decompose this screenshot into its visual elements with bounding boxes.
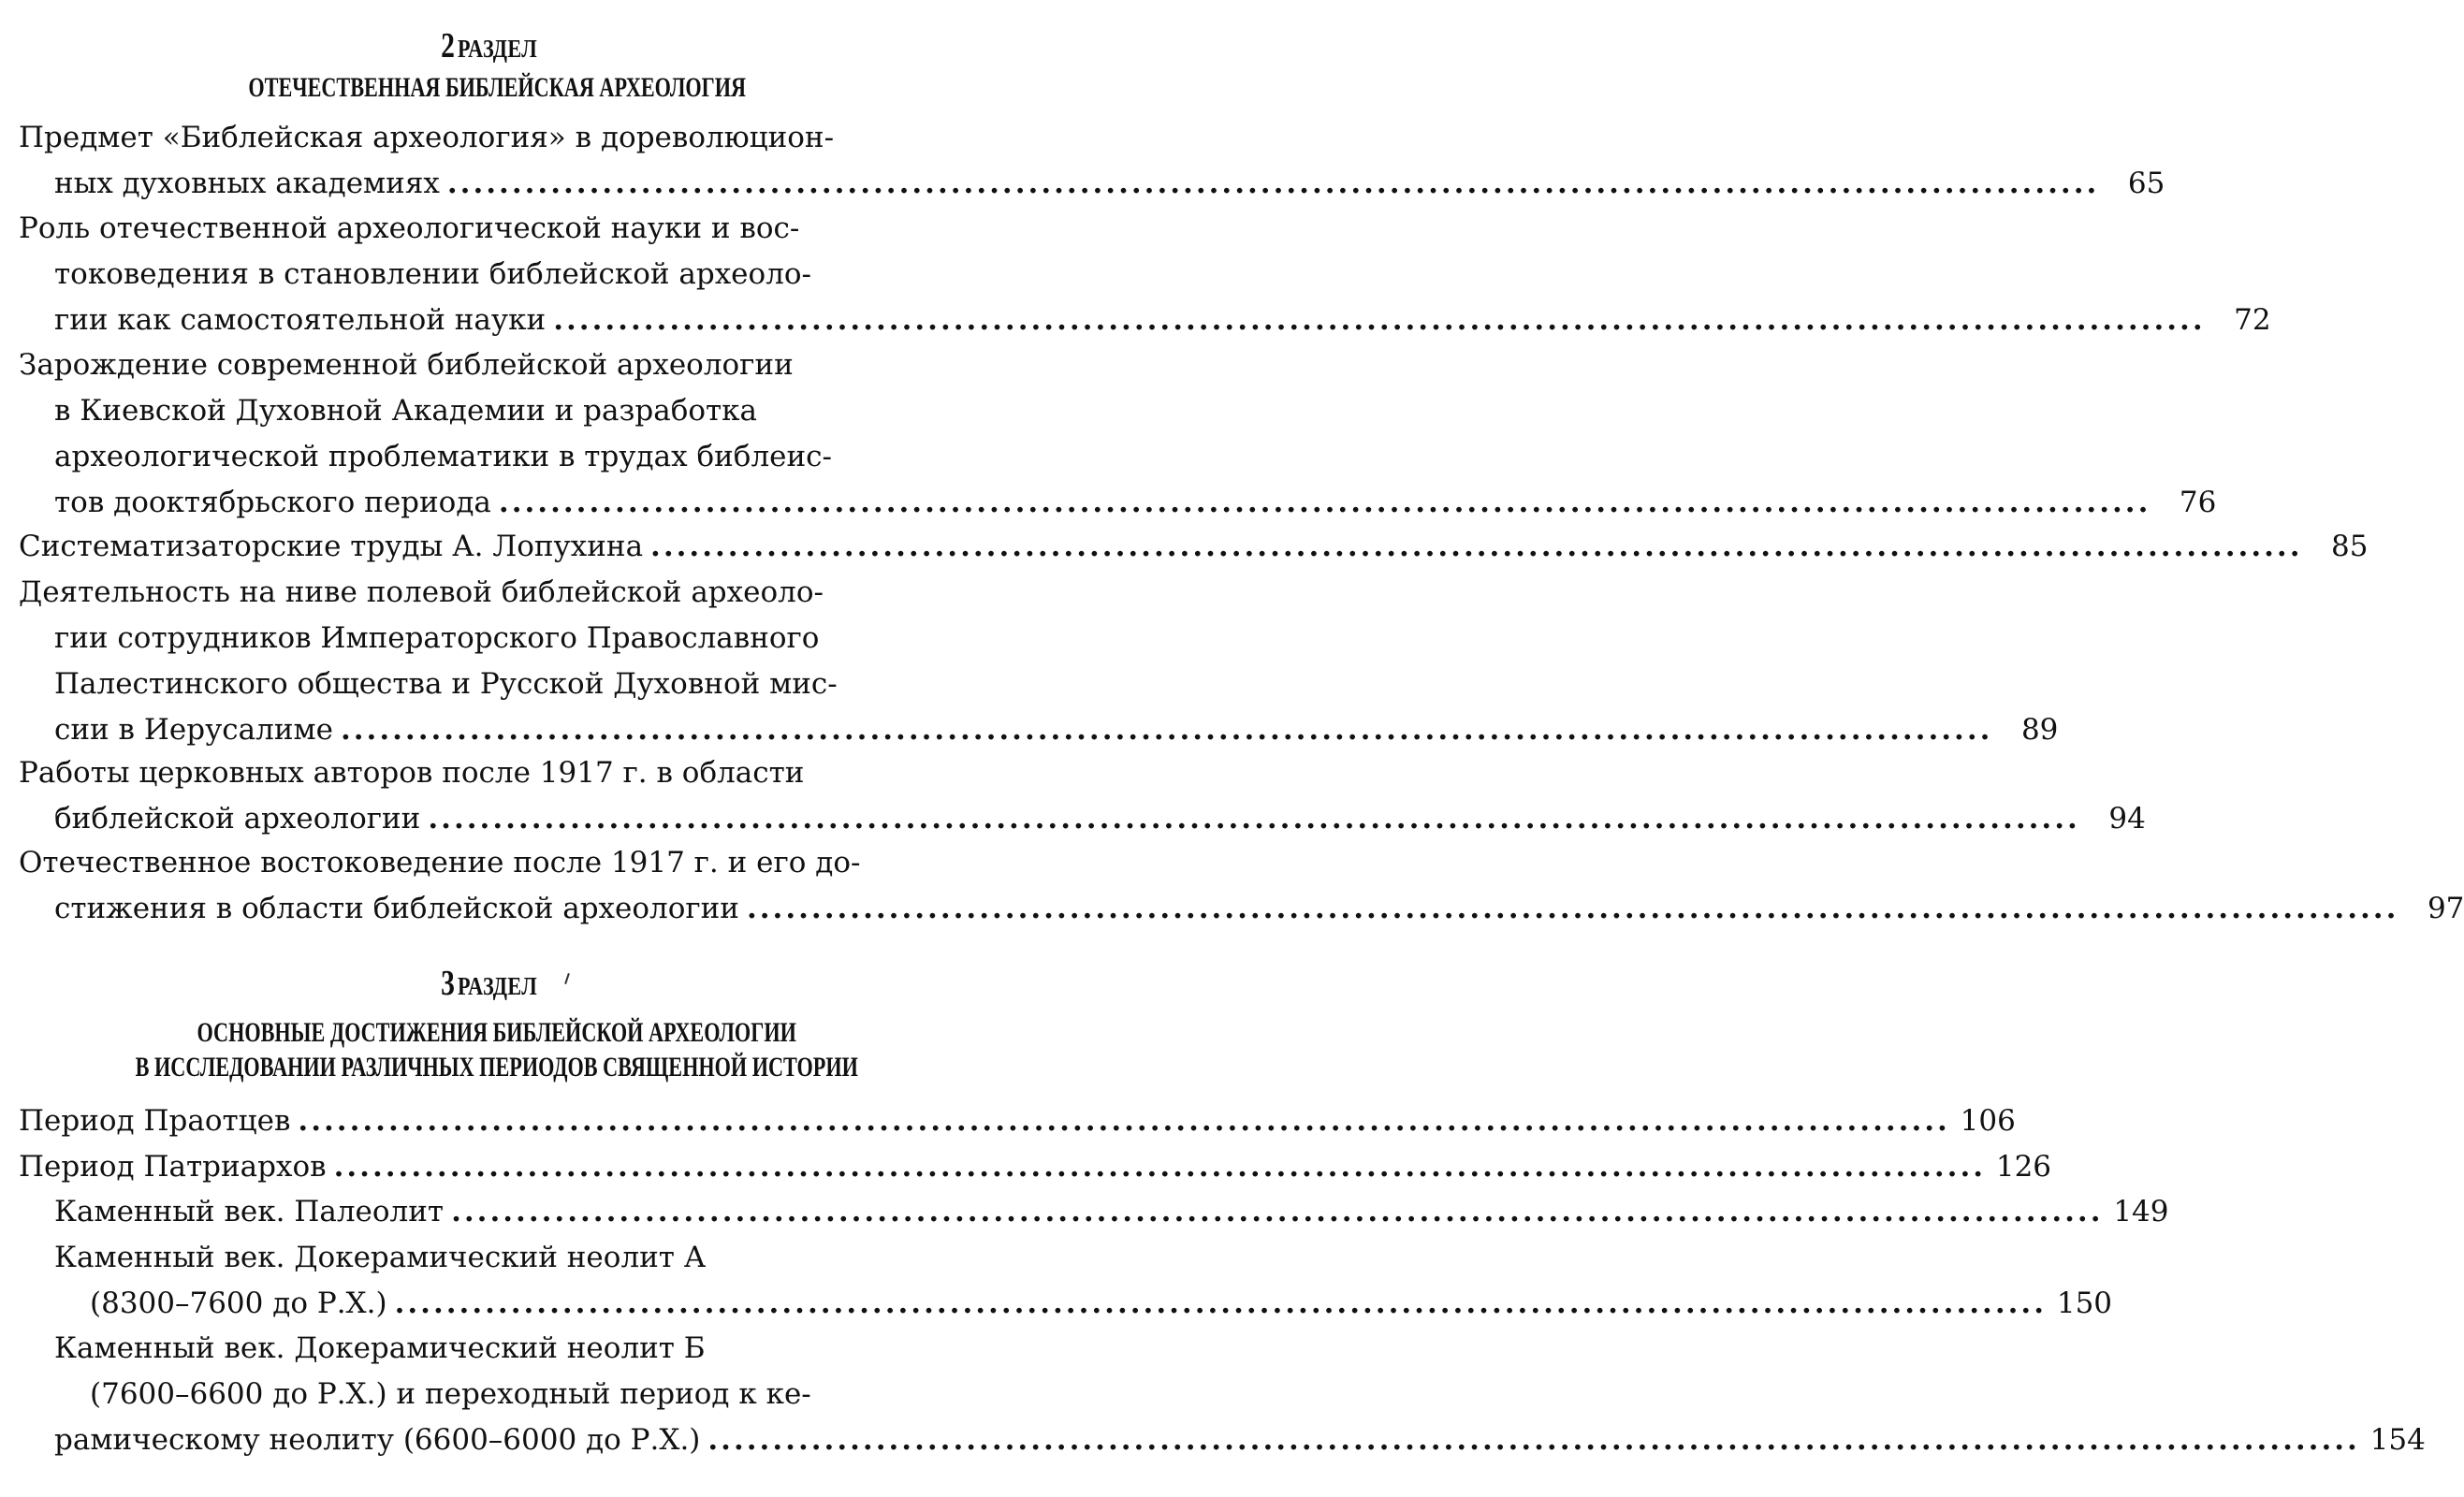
page-number: 85 (2331, 530, 2369, 563)
entry-line: токоведения в становлении библейской археоло- (54, 257, 812, 291)
toc-entry[interactable] (19, 570, 2059, 753)
entry-text: Период Патриархов (19, 1150, 327, 1184)
dot-leader: ................................................................................................................................ (298, 1104, 1950, 1138)
entry-line: Палестинского общества и Русской Духовной мис- (54, 667, 838, 701)
page-number: 150 (2056, 1286, 2113, 1320)
entry-text: гии как самостоятельной науки (54, 303, 547, 337)
toc-subentry[interactable] (19, 1189, 2169, 1235)
dot-leader: ................................................................................................................................ (394, 1286, 2048, 1320)
toc-subentry[interactable] (19, 1326, 2426, 1463)
section-3-heading (0, 966, 994, 1001)
entry-text: тов дооктябрьского периода (54, 486, 491, 519)
entry-line: Зарождение современной библейской археологии (19, 348, 794, 382)
entry-line-last (19, 1417, 2426, 1463)
section-3-word: РАЗДЕЛ (458, 972, 538, 1000)
entry-line-last (19, 886, 2464, 932)
dot-leader: ................................................................................................................................ (707, 1423, 2360, 1457)
entry-text: (8300–7600 до Р.Х.) (90, 1286, 387, 1320)
entry-text: рамическому неолиту (6600–6000 до Р.Х.) (54, 1423, 701, 1457)
page-number: 72 (2234, 303, 2271, 337)
page-number: 89 (2020, 713, 2059, 747)
entry-line-last (19, 707, 2059, 753)
dot-leader: ................................................................................................................................ (428, 802, 2080, 836)
page-number: 76 (2179, 486, 2217, 519)
entry-line: (7600–6600 до Р.Х.) и переходный период к ке- (90, 1377, 811, 1411)
toc-entry[interactable] (19, 1144, 2052, 1190)
page-number: 154 (2369, 1423, 2426, 1457)
entry-line-last (19, 1144, 2052, 1190)
entry-text: Период Праотцев (19, 1104, 291, 1138)
section-2-number: 2 (441, 26, 456, 65)
entry-line-last (19, 1189, 2169, 1235)
toc-entry[interactable] (19, 206, 2271, 343)
entry-text: сии в Иерусалиме (54, 713, 333, 747)
entry-line: Работы церковных авторов после 1917 г. в области (19, 756, 805, 790)
page-number: 97 (2427, 892, 2464, 925)
section-2-title (0, 74, 994, 102)
section-2-word: РАЗДЕЛ (458, 35, 538, 63)
page-number: 65 (2127, 167, 2165, 200)
dot-leader: ................................................................................................................................ (650, 530, 2303, 563)
entry-line: Предмет «Библейская археология» в дореволюцион- (19, 121, 835, 154)
section-3-title-text-2: В ИССЛЕДОВАНИИ РАЗЛИЧНЫХ ПЕРИОДОВ СВЯЩЕННОЙ ИСТОРИИ (135, 1052, 859, 1083)
section-2-heading (0, 28, 994, 64)
entry-line-last (19, 796, 2146, 842)
entry-text: ных духовных академиях (54, 167, 440, 200)
dot-leader: ................................................................................................................................ (340, 713, 1993, 747)
entry-text: Каменный век. Палеолит (54, 1195, 445, 1228)
entry-line: археологической проблематики в трудах библеис- (54, 440, 832, 473)
toc-entry[interactable] (19, 115, 2165, 207)
section-3-number: 3 (441, 964, 456, 1003)
page-number: 149 (2113, 1195, 2169, 1228)
entry-text: библейской археологии (54, 802, 421, 836)
dot-leader: ................................................................................................................................ (553, 303, 2206, 337)
dot-leader: ................................................................................................................................ (446, 167, 2100, 200)
dot-leader: ................................................................................................................................ (333, 1150, 1987, 1184)
toc-entry[interactable] (19, 750, 2146, 842)
entry-line-last (19, 161, 2165, 207)
toc-entry[interactable] (19, 840, 2464, 932)
section-3-title-line-2 (0, 1054, 994, 1082)
page-number: 126 (1995, 1150, 2052, 1184)
page-number: 94 (2108, 802, 2146, 836)
section-3-title-line-1 (0, 1019, 994, 1047)
dot-leader: ................................................................................................................................ (451, 1195, 2104, 1228)
dot-leader: ................................................................................................................................ (498, 486, 2151, 519)
entry-line: Деятельность на ниве полевой библейской археоло- (19, 575, 824, 609)
entry-line: Отечественное востоковедение после 1917 г. и его до- (19, 846, 861, 879)
entry-line-last (19, 1098, 2016, 1144)
entry-line-last (19, 524, 2369, 570)
entry-line: Каменный век. Докерамический неолит Б (54, 1331, 706, 1365)
entry-line-last (19, 298, 2271, 343)
dot-leader: ................................................................................................................................ (746, 892, 2399, 925)
toc-entry[interactable] (19, 524, 2369, 570)
entry-text: стижения в области библейской археологии (54, 892, 739, 925)
entry-text: Систематизаторские труды А. Лопухина (19, 530, 644, 563)
toc-subentry[interactable] (19, 1235, 2113, 1327)
entry-line: в Киевской Духовной Академии и разработка (54, 394, 758, 428)
toc-entry[interactable] (19, 1098, 2016, 1144)
entry-line: Роль отечественной археологической науки и вос- (19, 211, 800, 245)
page-number: 106 (1960, 1104, 2016, 1138)
section-3-title-text-1: ОСНОВНЫЕ ДОСТИЖЕНИЯ БИБЛЕЙСКОЙ АРХЕОЛОГИИ (197, 1017, 797, 1048)
entry-line-last (19, 1281, 2113, 1327)
section-2-title-text: ОТЕЧЕСТВЕННАЯ БИБЛЕЙСКАЯ АРХЕОЛОГИЯ (248, 72, 746, 103)
entry-line-last (19, 480, 2217, 526)
entry-line: Каменный век. Докерамический неолит А (54, 1241, 707, 1274)
toc-entry[interactable] (19, 342, 2217, 526)
entry-line: гии сотрудников Императорского Православного (54, 621, 820, 655)
